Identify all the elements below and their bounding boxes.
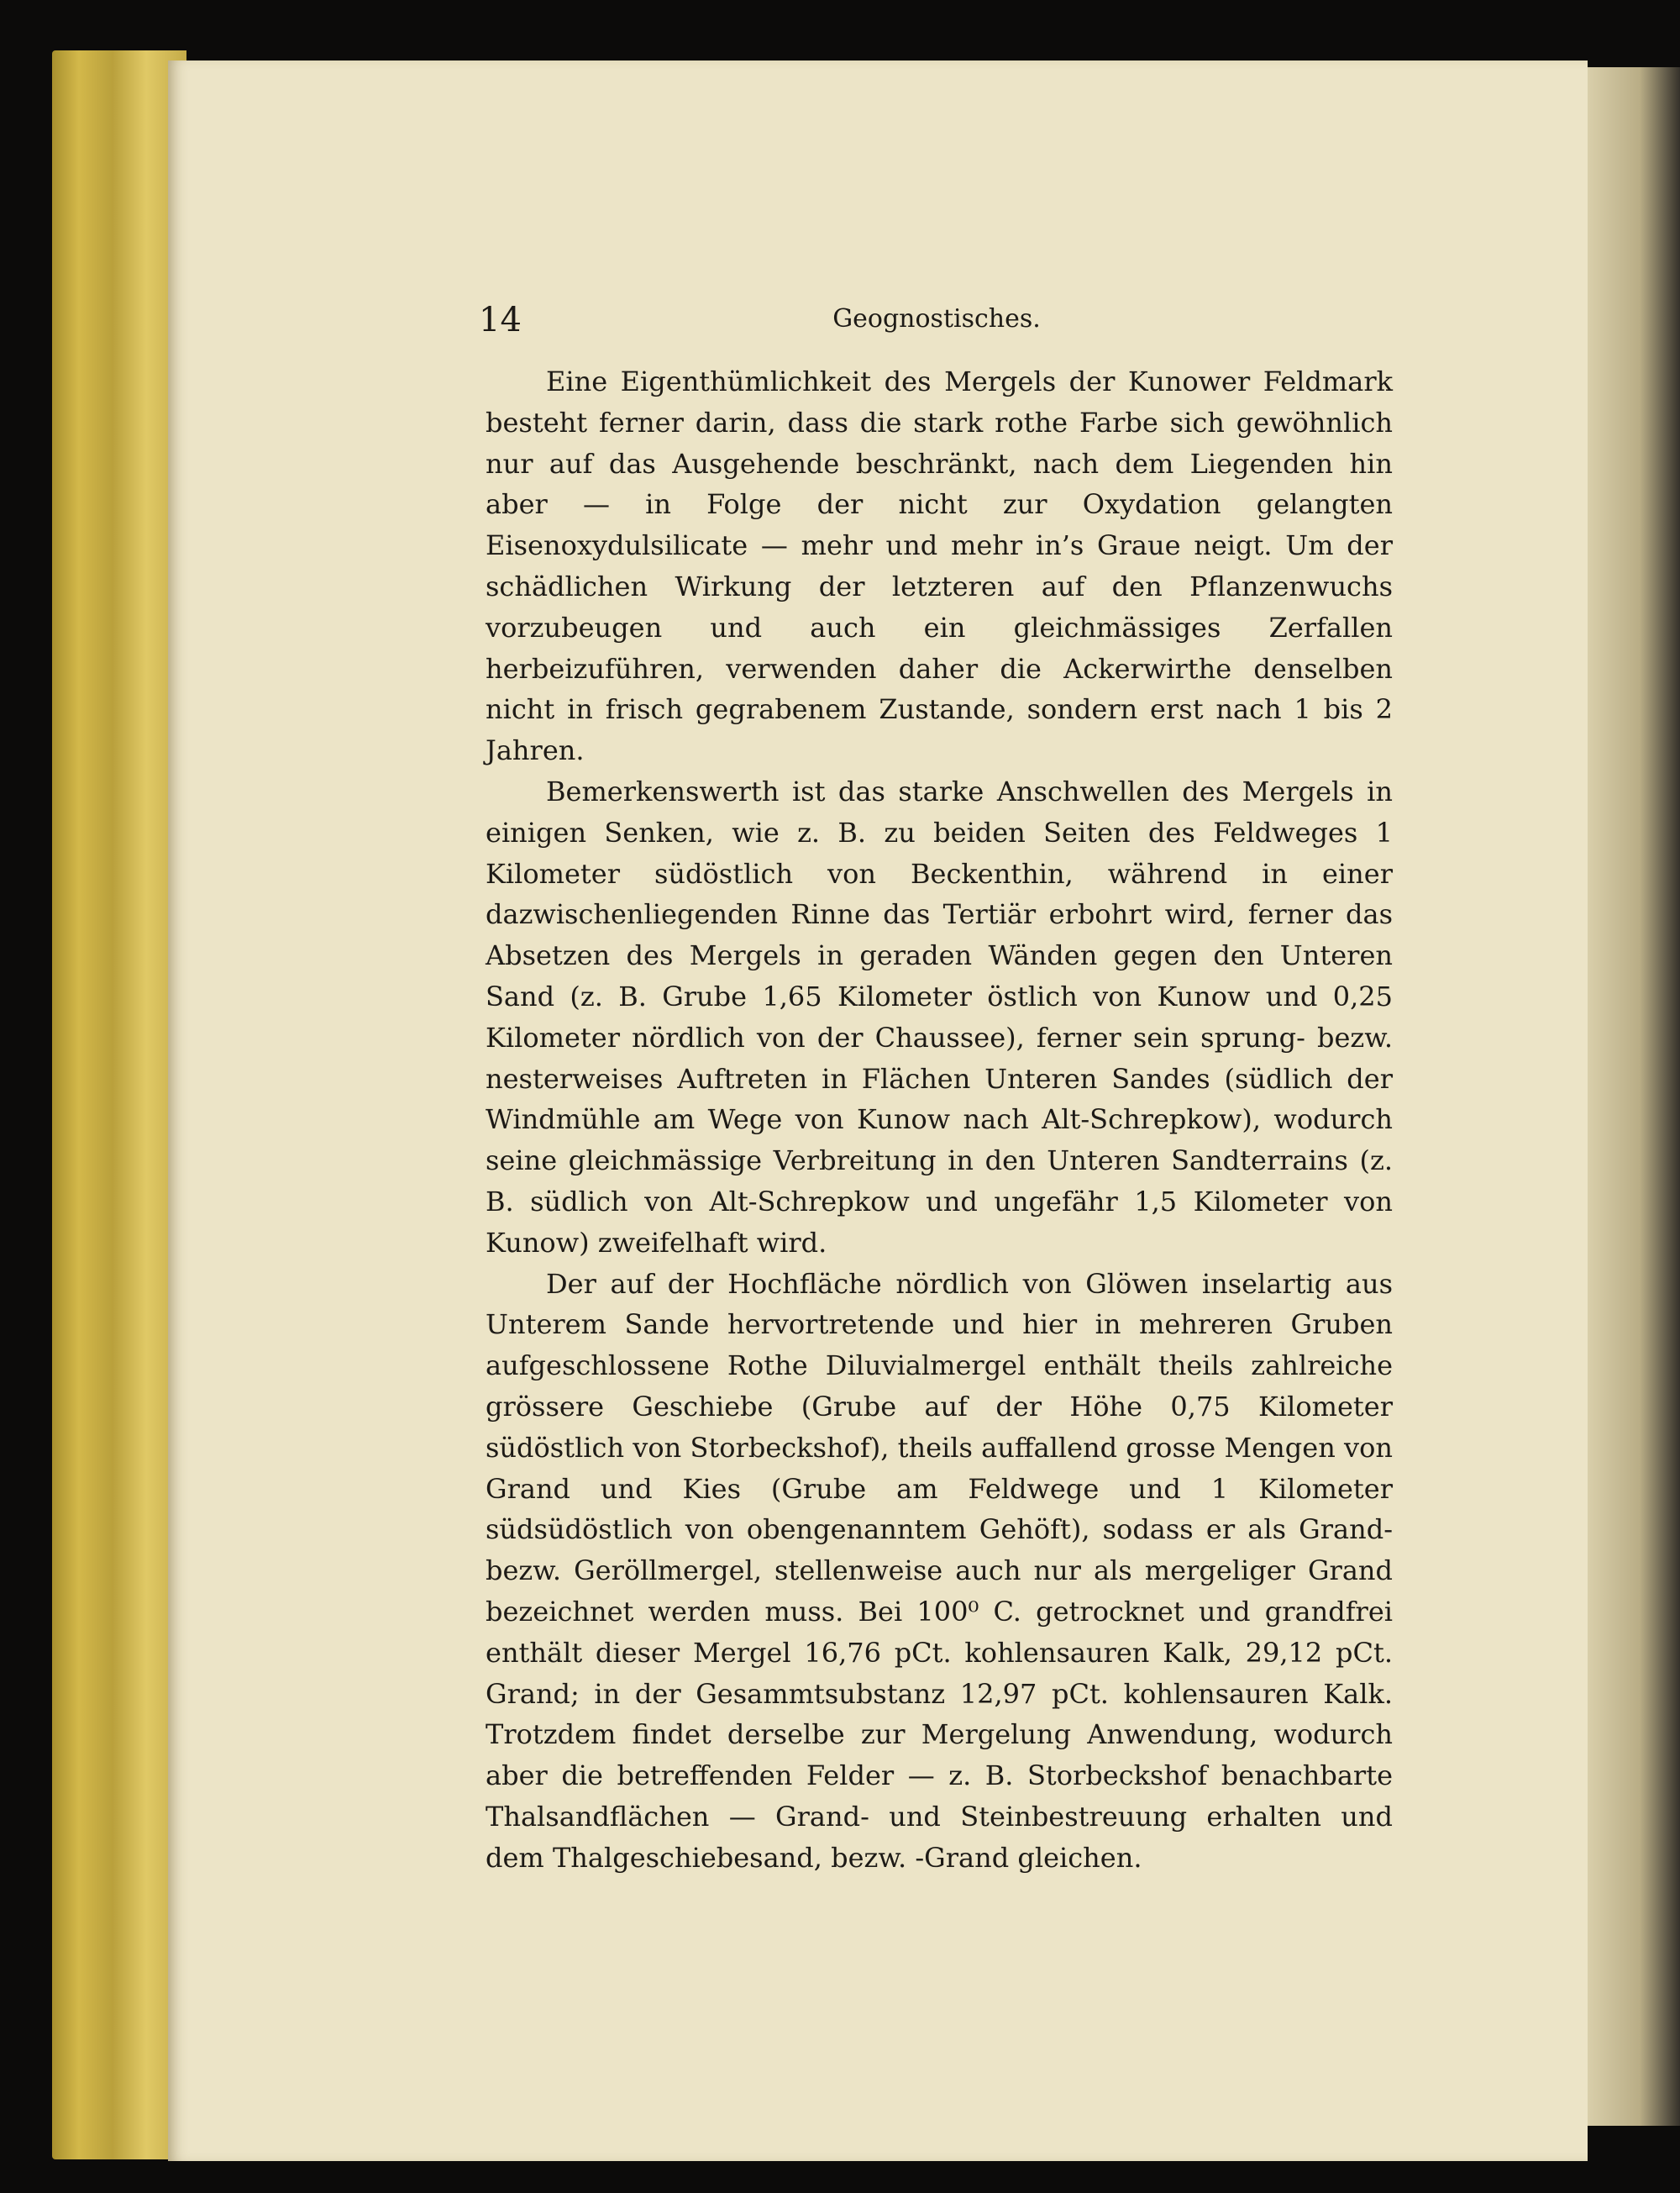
facing-page-curl (1579, 67, 1680, 2126)
paragraph-1: Eine Eigenthümlichkeit des Mergels der Kunower Feldmark besteht ferner darin, dass die stark rothe Farbe sich gewöhnlich nur auf das Ausgehende beschränkt, nach dem Liegenden hin aber — in Folge der nicht zur Oxydation gelangten Eisenoxydulsilicate — mehr und mehr in’s Graue neigt. Um der schädlichen Wirkung der letzteren auf den Pflanzenwuchs vorzubeugen und auch ein gleichmässiges Zerfallen herbeizuführen, verwenden daher die Ackerwirthe denselben nicht in frisch gegrabenem Zustande, sondern erst nach 1 bis 2 Jahren. (486, 366, 1393, 767)
page-header (479, 301, 1394, 343)
page-edges (52, 50, 186, 2159)
paragraph-2: Bemerkenswerth ist das starke Anschwellen des Mergels in einigen Senken, wie z. B. zu beiden Seiten des Feldweges 1 Kilometer südöstlich von Beckenthin, während in einer dazwischenliegenden Rinne das Tertiär erbohrt wird, ferner das Absetzen des Mergels in geraden Wänden gegen den Unteren Sand (z. B. Grube 1,65 Kilometer östlich von Kunow und 0,25 Kilometer nördlich von der Chaussee), ferner sein sprung- bezw. nesterweises Auftreten in Flächen Unteren Sandes (südlich der Windmühle am Wege von Kunow nach Alt-Schrepkow), wodurch seine gleichmässige Verbreitung in den Unteren Sandterrains (z. B. südlich von Alt-Schrepkow und ungefähr 1,5 Kilometer von Kunow) zweifelhaft wird. (486, 775, 1393, 1259)
body-text (486, 361, 1393, 1878)
page-number: 14 (479, 301, 522, 339)
running-title: Geognostisches. (832, 304, 1041, 334)
paragraph-3: Der auf der Hochfläche nördlich von Glöwen inselartig aus Unterem Sande hervortretende und hier in mehreren Gruben aufgeschlossene Rothe Diluvialmergel enthält theils zahlreiche grössere Geschiebe (Grube auf der Höhe 0,75 Kilometer südöstlich von Storbeckshof), theils auffallend grosse Mengen von Grand und Kies (Grube am Feldwege und 1 Kilometer südsüdöstlich von obengenanntem Gehöft), sodass er als Grand- bezw. Geröllmergel, stellenweise auch nur als mergeliger Grand bezeichnet werden muss. Bei 100⁰ C. getrocknet und grandfrei enthält dieser Mergel 16,76 pCt. kohlensauren Kalk, 29,12 pCt. Grand; in der Gesammtsubstanz 12,97 pCt. kohlensauren Kalk. Trotzdem findet derselbe zur Mergelung Anwendung, wodurch aber die betreffenden Felder — z. B. Storbeckshof benachbarte Thalsandflächen — Grand- und Steinbestreuung erhalten und dem Thalgeschiebesand, bezw. -Grand gleichen. (486, 1267, 1393, 1874)
